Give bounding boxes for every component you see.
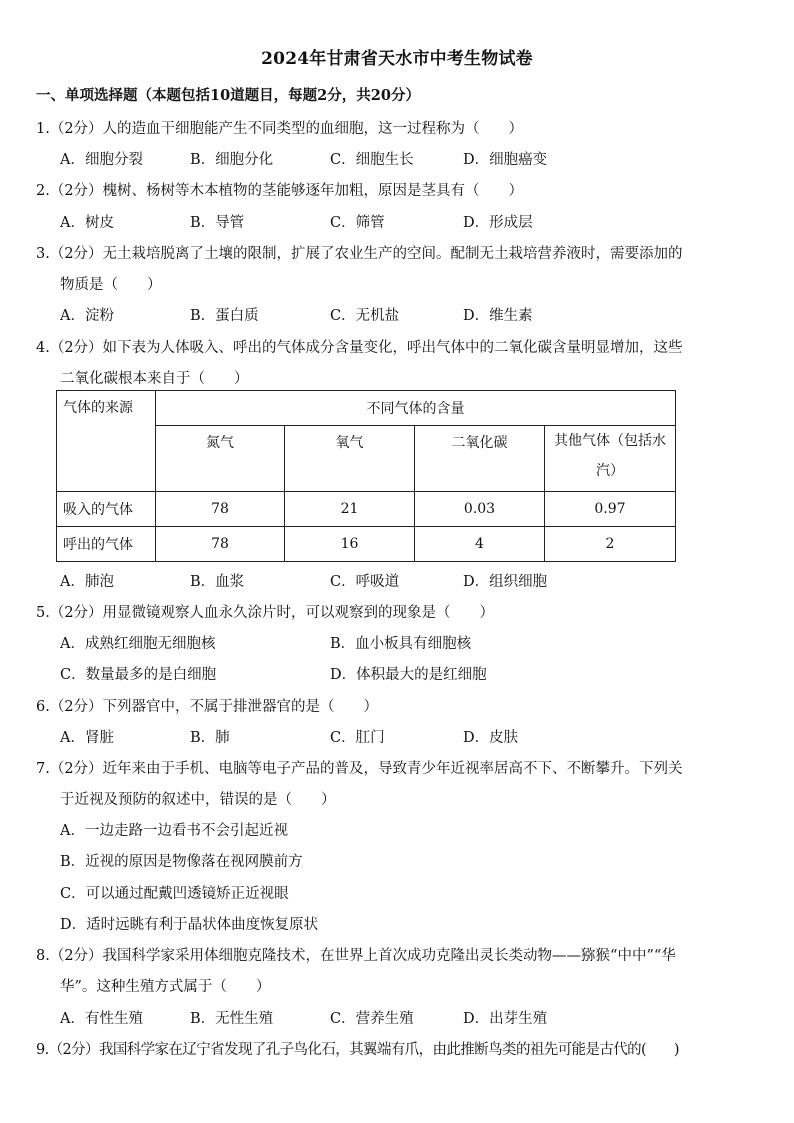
question-8-option-d[interactable]: D．出芽生殖	[463, 1011, 548, 1027]
table-cell: 78	[156, 492, 285, 527]
row-label-exhaled: 呼出的气体	[57, 527, 156, 562]
question-7-stem: 7.（2分）近年来由于手机、电脑等电子产品的普及，导致青少年近视率居高不下、不断攀升。下列关	[36, 761, 683, 777]
question-8-option-a[interactable]: A．有性生殖	[60, 1011, 143, 1027]
question-1-option-c[interactable]: C．细胞生长	[330, 152, 414, 168]
question-2-option-c[interactable]: C．筛管	[330, 215, 385, 231]
question-6-stem: 6.（2分）下列器官中，不属于排泄器官的是（ ）	[36, 699, 379, 715]
question-1-option-a[interactable]: A．细胞分裂	[60, 152, 143, 168]
table-cell: 16	[285, 527, 415, 562]
question-6-option-b[interactable]: B．肺	[190, 730, 230, 746]
table-header-nitrogen: 氮气	[156, 426, 285, 492]
question-5-option-b[interactable]: B．血小板具有细胞核	[330, 636, 472, 652]
question-4-stem: 4.（2分）如下表为人体吸入、呼出的气体成分含量变化，呼出气体中的二氧化碳含量明显增加，这些	[36, 340, 683, 356]
question-4-option-a[interactable]: A．肺泡	[60, 574, 114, 590]
question-4-option-d[interactable]: D．组织细胞	[463, 574, 548, 590]
table-cell: 78	[156, 527, 285, 562]
question-1-option-b[interactable]: B．细胞分化	[190, 152, 274, 168]
table-header-source: 气体的来源	[57, 391, 156, 492]
question-3-option-d[interactable]: D．维生素	[463, 308, 533, 324]
question-3-stem: 3.（2分）无土栽培脱离了土壤的限制，扩展了农业生产的空间。配制无土栽培营养液时，需要添加的	[36, 246, 683, 262]
question-3-option-c[interactable]: C．无机盐	[330, 308, 400, 324]
question-4-option-c[interactable]: C．呼吸道	[330, 574, 400, 590]
question-7-option-d[interactable]: D．适时远眺有利于晶状体曲度恢复原状	[60, 917, 319, 933]
table-cell: 0.03	[415, 492, 545, 527]
page-title: 2024年甘肃省天水市中考生物试卷	[261, 49, 533, 69]
table-header-co2: 二氧化碳	[415, 426, 545, 492]
question-1-option-d[interactable]: D．细胞癌变	[463, 152, 548, 168]
question-5-option-a[interactable]: A．成熟红细胞无细胞核	[60, 636, 216, 652]
gas-composition-table	[56, 390, 676, 562]
question-7-option-b[interactable]: B．近视的原因是物像落在视网膜前方	[60, 854, 303, 870]
question-2-option-d[interactable]: D．形成层	[463, 215, 533, 231]
question-4-stem-continued: 二氧化碳根本来自于（ ）	[60, 371, 249, 387]
question-5-option-d[interactable]: D．体积最大的是红细胞	[330, 667, 487, 683]
question-7-option-c[interactable]: C．可以通过配戴凹透镜矫正近视眼	[60, 886, 289, 902]
table-row	[57, 527, 676, 562]
question-6-option-c[interactable]: C．肛门	[330, 730, 385, 746]
question-5-stem: 5.（2分）用显微镜观察人血永久涂片时，可以观察到的现象是（ ）	[36, 605, 495, 621]
table-header-other-line2: 汽）	[596, 463, 624, 479]
question-3-stem-continued: 物质是（ ）	[60, 277, 162, 293]
question-5-option-c[interactable]: C．数量最多的是白细胞	[60, 667, 217, 683]
table-header-other	[545, 426, 676, 492]
row-label-inhaled: 吸入的气体	[57, 492, 156, 527]
question-8-option-c[interactable]: C．营养生殖	[330, 1011, 414, 1027]
table-cell: 21	[285, 492, 415, 527]
question-2-option-a[interactable]: A．树皮	[60, 215, 114, 231]
question-8-stem-continued: 华”。这种生殖方式属于（ ）	[60, 979, 271, 995]
question-3-option-a[interactable]: A．淀粉	[60, 308, 114, 324]
question-2-stem: 2.（2分）槐树、杨树等木本植物的茎能够逐年加粗，原因是茎具有（ ）	[36, 183, 524, 199]
question-7-option-a[interactable]: A．一边走路一边看书不会引起近视	[60, 823, 288, 839]
question-2-option-b[interactable]: B．导管	[190, 215, 245, 231]
question-7-stem-continued: 于近视及预防的叙述中，错误的是（ ）	[60, 792, 336, 808]
question-6-option-a[interactable]: A．肾脏	[60, 730, 114, 746]
question-4-option-b[interactable]: B．血浆	[190, 574, 245, 590]
question-9-stem: 9.（2分）我国科学家在辽宁省发现了孔子鸟化石，其翼端有爪，由此推断鸟类的祖先可能是古代的( )	[36, 1042, 679, 1058]
section-heading: 一、单项选择题（本题包括10道题目，每题2分，共20分）	[36, 87, 420, 104]
question-3-option-b[interactable]: B．蛋白质	[190, 308, 259, 324]
table-cell: 0.97	[545, 492, 676, 527]
table-cell: 4	[415, 527, 545, 562]
table-cell: 2	[545, 527, 676, 562]
question-6-option-d[interactable]: D．皮肤	[463, 730, 519, 746]
table-header-oxygen: 氧气	[285, 426, 415, 492]
table-row	[57, 492, 676, 527]
question-8-option-b[interactable]: B．无性生殖	[190, 1011, 274, 1027]
table-header-other-line1: 其他气体（包括水	[554, 433, 666, 449]
question-1-stem: 1.（2分）人的造血干细胞能产生不同类型的血细胞，这一过程称为（ ）	[36, 121, 524, 137]
question-8-stem: 8.（2分）我国科学家采用体细胞克隆技术，在世界上首次成功克隆出灵长类动物——猕猴“中中”“华	[36, 948, 676, 964]
table-header-group: 不同气体的含量	[156, 391, 676, 426]
